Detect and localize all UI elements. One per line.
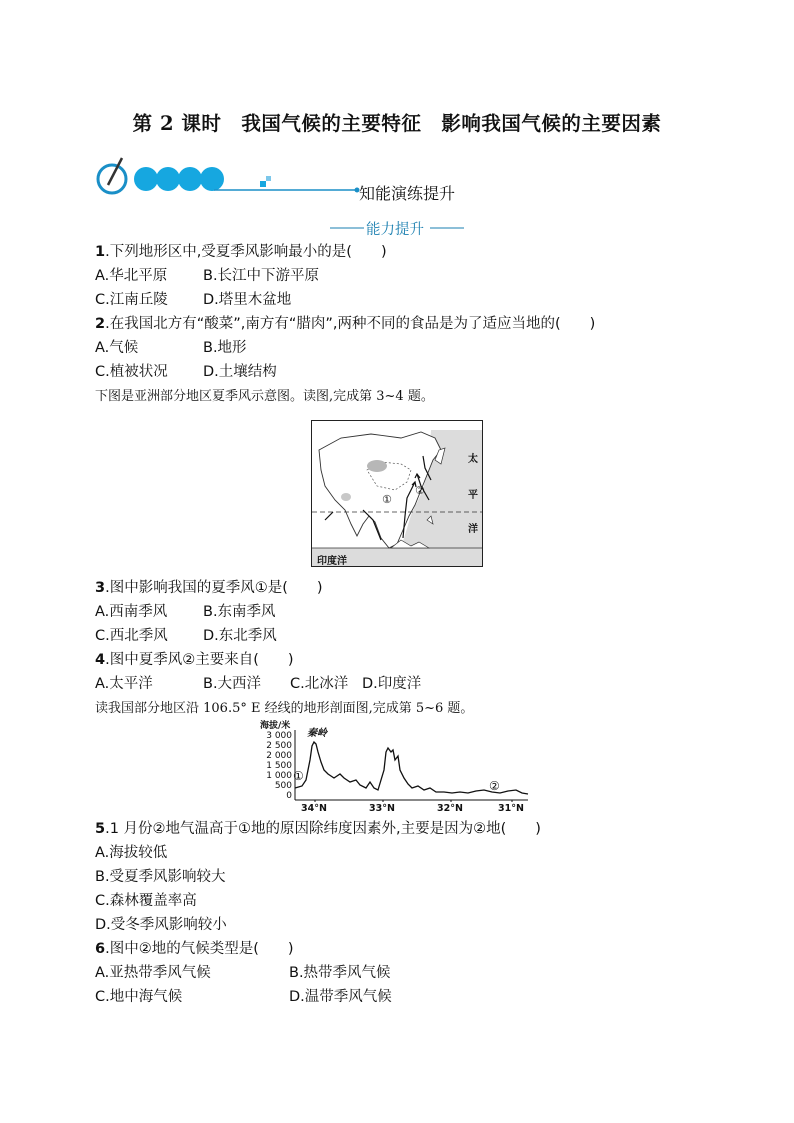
profile-peak-label: 秦岭 [307,728,327,739]
question-stem: .图中影响我国的夏季风①是( ) [105,580,323,596]
option-3c: C.西北季风 [95,628,168,644]
question-5 [95,819,541,839]
intro-map: 下图是亚洲部分地区夏季风示意图。读图,完成第 3~4 题。 [95,389,434,404]
question-number: 2 [95,316,106,332]
page-title: 第 2 课时 我国气候的主要特征 影响我国气候的主要因素 [132,112,662,135]
ocean-label-yang: 洋 [468,524,478,535]
question-number: 5 [95,821,106,837]
profile-xtick-1: 33°N [369,803,395,814]
option-5c: C.森林覆盖率高 [95,893,197,909]
profile-ylabel: 海拔/米 [260,721,291,731]
profile-xtick-2: 32°N [437,803,463,814]
option-6d: D.温带季风气候 [289,989,392,1005]
terrain-profile [260,718,532,818]
monsoon-map [311,420,483,567]
profile-xtick-0: 34°N [301,803,327,814]
question-stem: .1 月份②地气温高于①地的原因除纬度因素外,主要是因为②地( ) [105,821,541,837]
option-4a: A.太平洋 [95,676,153,692]
question-number: 1 [95,244,106,260]
section-label: 能力提升 [366,222,424,238]
question-4 [95,650,294,670]
profile-ytick-4: 1 000 [266,771,292,781]
option-1b: B.长江中下游平原 [203,268,320,284]
profile-ytick-2: 2 000 [266,751,292,761]
intro-profile: 读我国部分地区沿 106.5° E 经线的地形剖面图,完成第 5~6 题。 [95,701,474,716]
profile-ytick-3: 1 500 [266,761,292,771]
map-label-2: ② [415,484,425,497]
option-2c: C.植被状况 [95,364,168,380]
profile-ytick-5: 500 [274,781,292,791]
option-6b: B.热带季风气候 [289,965,391,981]
option-6c: C.地中海气候 [95,989,183,1005]
ocean-label-ping: 平 [468,490,478,501]
option-3a: A.西南季风 [95,604,168,620]
question-number: 6 [95,941,106,957]
question-stem: .下列地形区中,受夏季风影响最小的是( ) [105,244,387,260]
option-2b: B.地形 [203,340,247,356]
question-stem: .图中夏季风②主要来自( ) [105,652,294,668]
option-5d: D.受冬季风影响较小 [95,917,227,933]
banner-graphic [94,152,384,202]
map-label-1: ① [382,493,392,506]
option-6a: A.亚热带季风气候 [95,965,211,981]
question-2 [95,314,595,334]
question-6 [95,939,294,959]
question-stem: .图中②地的气候类型是( ) [105,941,294,957]
option-5a: A.海拔较低 [95,845,168,861]
option-1c: C.江南丘陵 [95,292,168,308]
ocean-label-indian: 印度洋 [317,556,347,567]
section-banner [94,152,384,202]
question-stem: .在我国北方有“酸菜”,南方有“腊肉”,两种不同的食品是为了适应当地的( ) [105,316,596,332]
option-1d: D.塔里木盆地 [203,292,292,308]
section-heading [330,218,464,238]
option-2a: A.气候 [95,340,139,356]
question-1 [95,242,387,262]
option-3b: B.东南季风 [203,604,276,620]
map-graphic [311,420,483,567]
question-number: 3 [95,580,106,596]
profile-xtick-3: 31°N [498,803,524,814]
profile-ytick-0: 3 000 [266,731,292,741]
ocean-label-tai: 太 [468,454,478,465]
brush-icon [108,158,122,185]
option-4c: C.北冰洋 [290,676,349,692]
question-3 [95,578,323,598]
option-2d: D.土壤结构 [203,364,277,380]
banner-label: 知能演练提升 [359,184,456,203]
profile-marker-2: ② [489,779,500,793]
option-1a: A.华北平原 [95,268,168,284]
option-5b: B.受夏季风影响较大 [95,869,226,885]
option-4d: D.印度洋 [362,676,422,692]
option-4b: B.大西洋 [203,676,262,692]
question-number: 4 [95,652,106,668]
option-3d: D.东北季风 [203,628,277,644]
profile-ytick-6: 0 [286,791,292,801]
profile-ytick-1: 2 500 [266,741,292,751]
profile-marker-1: ① [293,769,304,783]
